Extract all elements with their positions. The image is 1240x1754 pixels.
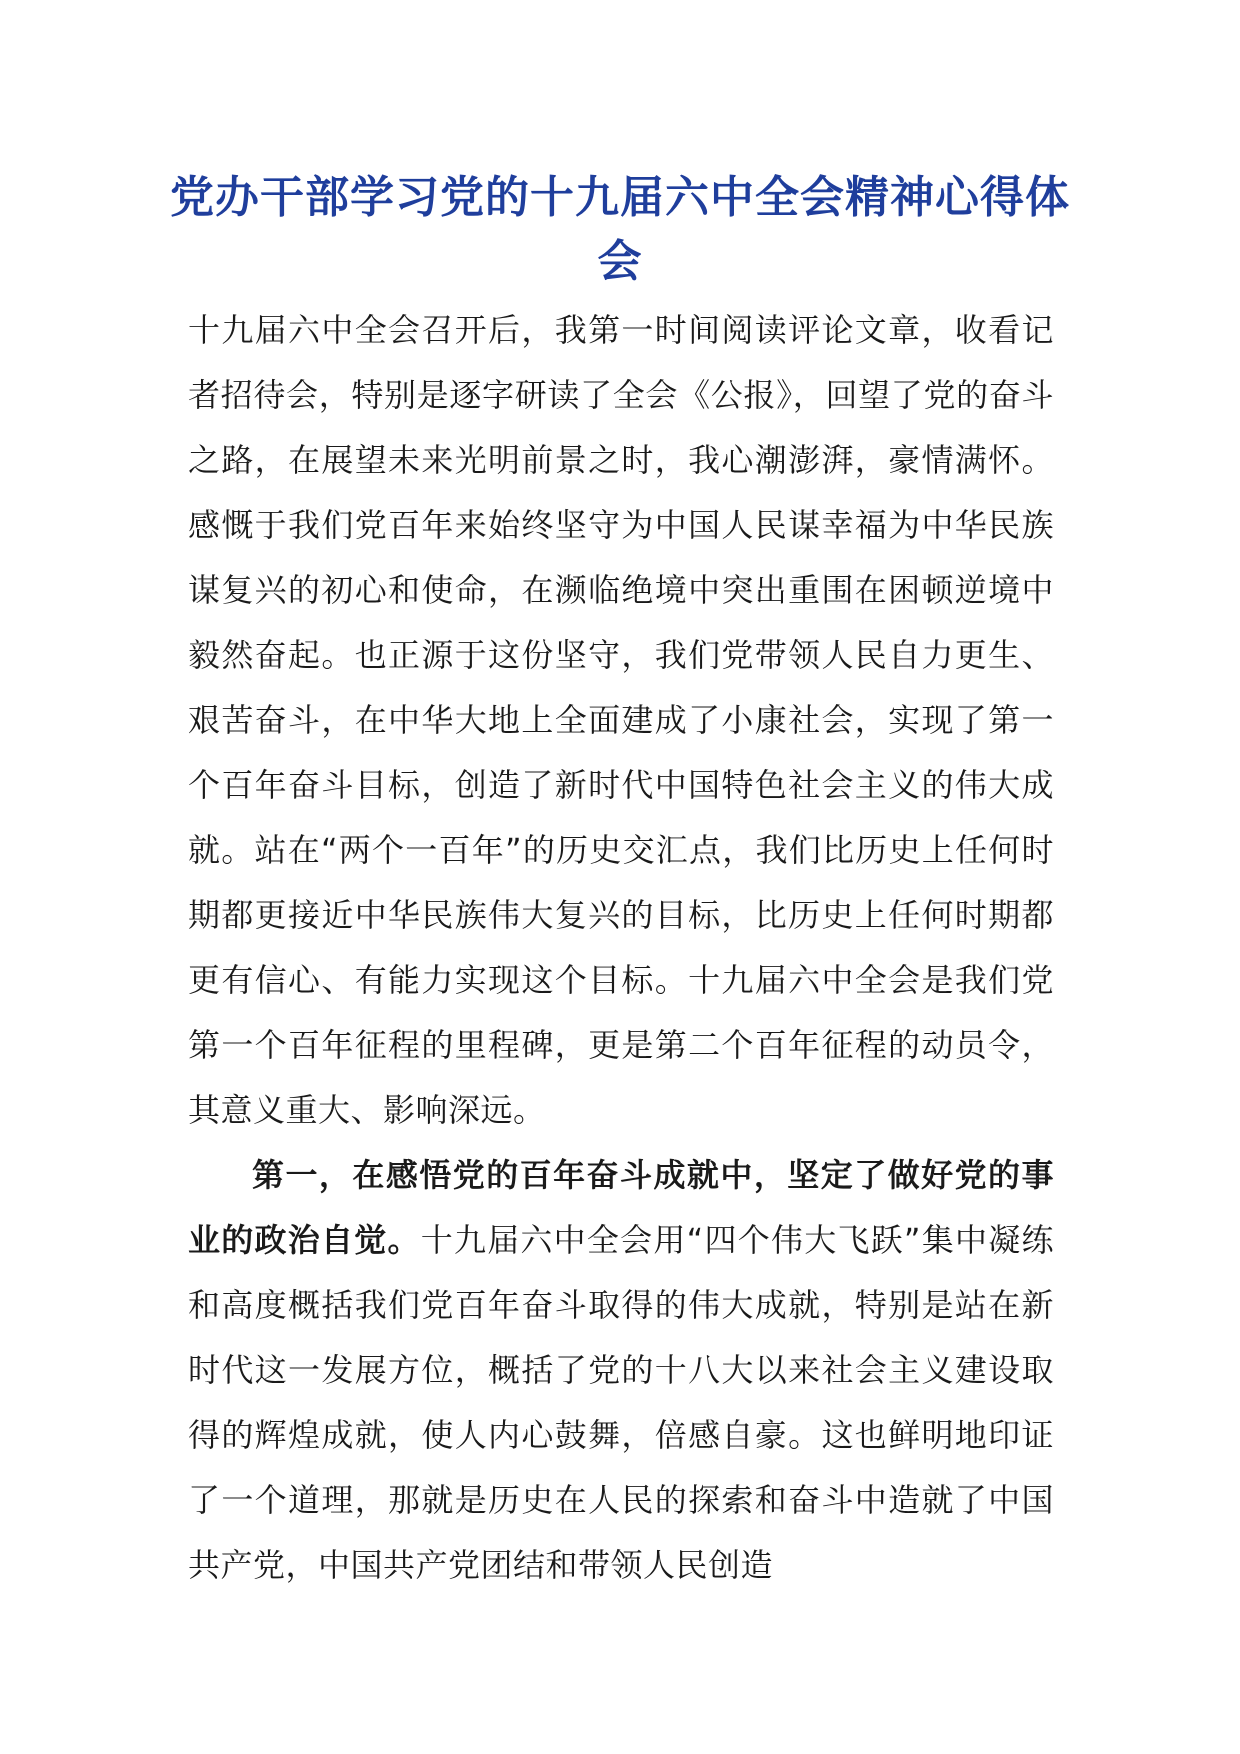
paragraph-text: 十九届六中全会召开后，我第一时间阅读评论文章，收看记者招待会，特别是逐字研读了全会《公报》，回望了党的奋斗之路，在展望未来光明前景之时，我心潮澎湃，豪情满怀。感慨于我们党百年来始终坚守为中国人民谋幸福为中华民族谋复兴的初心和使命，在濒临绝境中突出重围在困顿逆境中毅然奋起。也正源于这份坚守，我们党带领人民自力更生、艰苦奋斗，在中华大地上全面建成了小康社会，实现了第一个百年奋斗目标，创造了新时代中国特色社会主义的伟大成就。站在“两个一百年”的历史交汇点，我们比历史上任何时期都更接近中华民族伟大复兴的目标，比历史上任何时期都更有信心、有能力实现这个目标。十九届六中全会是我们党第一个百年征程的里程碑，更是第二个百年征程的动员令，其意义重大、影响深远。 bbox=[188, 311, 1054, 1129]
document-body bbox=[188, 298, 1054, 1598]
document-title: 党办干部学习党的十九届六中全会精神心得体会 bbox=[170, 172, 1070, 287]
paragraph-intro bbox=[188, 298, 1054, 1143]
paragraph-text: 十九届六中全会用“四个伟大飞跃”集中凝练和高度概括我们党百年奋斗取得的伟大成就，特别是站在新时代这一发展方位，概括了党的十八大以来社会主义建设取得的辉煌成就，使人内心鼓舞，倍感自豪。这也鲜明地印证了一个道理，那就是历史在人民的探索和奋斗中造就了中国共产党，中国共产党团结和带领人民创造 bbox=[188, 1221, 1054, 1584]
paragraph-lead: 第一，在感悟党的百年奋斗成就中，坚定了做好党的事业的政治自觉。 bbox=[188, 1156, 1054, 1259]
paragraph-first-point bbox=[188, 1143, 1054, 1598]
